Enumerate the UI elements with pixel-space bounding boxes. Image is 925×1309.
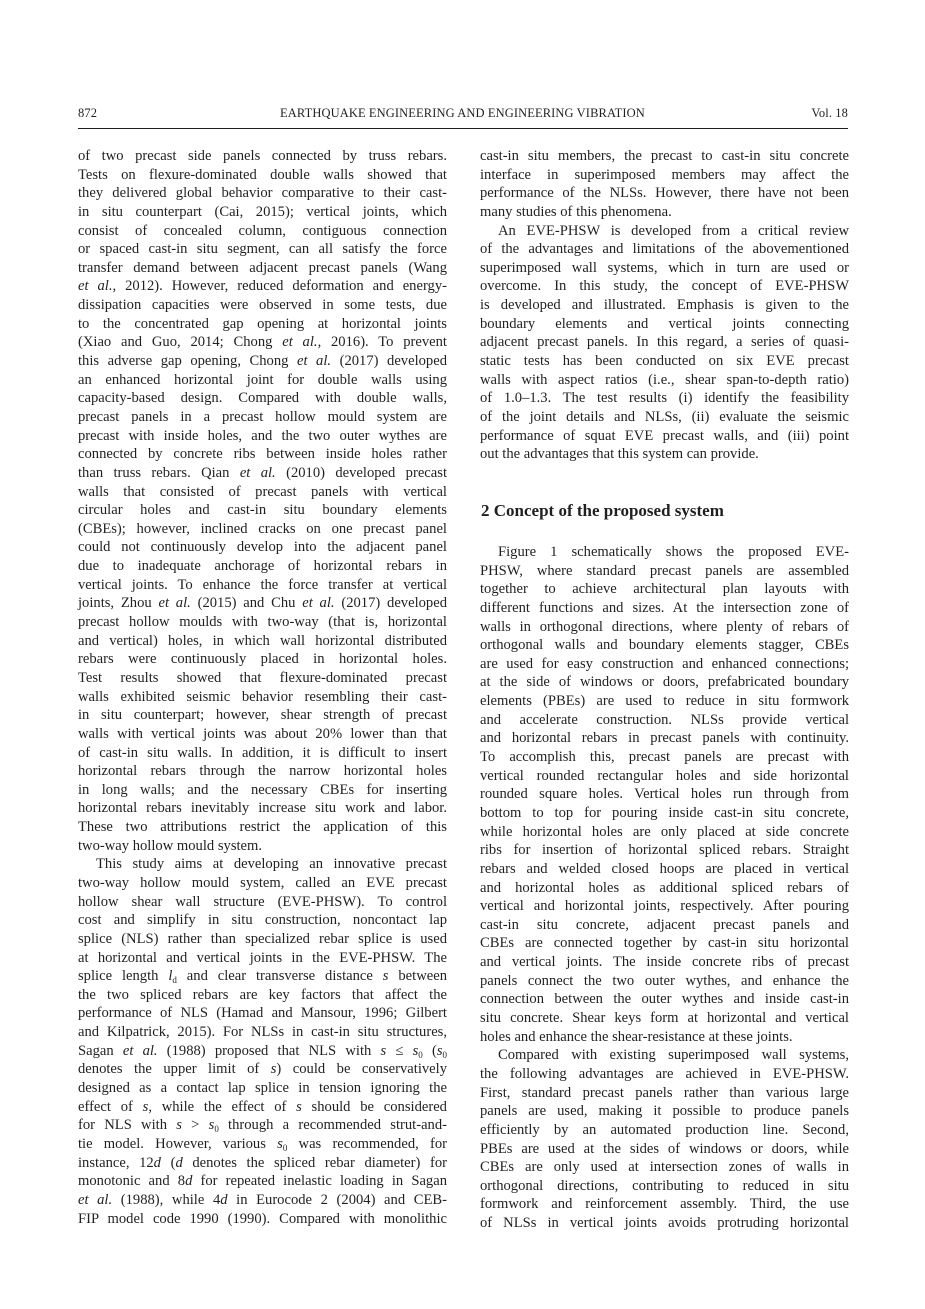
text-line (78, 483, 447, 502)
text-run: could not continuously develop into the adjacent panel (78, 539, 447, 556)
text-run: Compared with existing superimposed wall systems, (498, 1047, 849, 1064)
text-run: adjacent precast panels. In this regard, a series of quasi- (480, 334, 849, 351)
text-line (78, 557, 447, 576)
text-run: the following advantages are achieved in EVE-PHSW. (480, 1065, 849, 1082)
text-line (78, 501, 447, 520)
text-line (480, 147, 849, 166)
text-run: To accomplish this, precast panels are precast with (480, 749, 849, 766)
text-line (78, 949, 447, 968)
text-run: transfer demand between adjacent precast panels (Wang (78, 259, 447, 276)
text-line (480, 841, 849, 860)
text-run: and horizontal rebars in precast panels with continuity. (480, 730, 849, 747)
text-line (78, 986, 447, 1005)
text-line (480, 618, 849, 637)
text-run: (CBEs); however, inclined cracks on one precast panel (78, 520, 447, 537)
subscript: 0 (214, 1124, 219, 1135)
text-line (480, 953, 849, 972)
text-line (78, 408, 447, 427)
text-line (78, 427, 447, 446)
text-line (480, 333, 849, 352)
italic-text: et al. (122, 1042, 158, 1059)
left-column (78, 147, 447, 1228)
text-line (78, 147, 447, 166)
italic-text: s (176, 1117, 182, 1134)
text-run: between (388, 968, 447, 985)
text-run: consist of concealed column, contiguous connection (78, 222, 447, 239)
text-line (480, 259, 849, 278)
text-line (480, 203, 849, 222)
text-line (480, 184, 849, 203)
text-run: of NLSs in vertical joints avoids protruding horizontal (480, 1215, 849, 1232)
text-run: of two precast side panels connected by truss rebars. (78, 148, 447, 164)
text-run: panels are used, making it possible to produce panels (480, 1103, 849, 1120)
text-line (78, 967, 447, 986)
text-run: , 2016). To prevent (317, 334, 447, 351)
text-run: joints, Zhou (78, 595, 159, 612)
text-line (480, 427, 849, 446)
text-run: an enhanced horizontal joint for double walls using (78, 371, 447, 388)
text-line (78, 688, 447, 707)
text-run: instance, 12 (78, 1154, 154, 1171)
section-heading: 2 Concept of the proposed system (481, 501, 724, 520)
text-run: walls exhibited seismic behavior resembling their cast- (78, 688, 447, 705)
italic-text: s (277, 1135, 283, 1152)
text-line (480, 748, 849, 767)
text-run: performance of the NLSs. However, there have not been (480, 185, 849, 202)
text-run: (2017) developed (331, 353, 447, 370)
text-line (480, 692, 849, 711)
text-run: denotes the spliced rebar diameter) for (182, 1154, 447, 1171)
text-line (78, 576, 447, 595)
text-run: and accelerate construction. NLSs provide vertical (480, 711, 849, 728)
text-line (480, 879, 849, 898)
text-run: precast panels in a precast hollow mould system are (78, 408, 447, 425)
text-run: dissipation capacities were observed in some tests, due (78, 297, 447, 314)
text-line (78, 315, 447, 334)
text-run: precast with inside holes, and the two outer wythes are (78, 427, 447, 444)
text-line (480, 655, 849, 674)
text-line (78, 874, 447, 893)
italic-text: d (185, 1173, 193, 1190)
text-line (78, 352, 447, 371)
text-line (480, 785, 849, 804)
text-line (480, 636, 849, 655)
text-run: rebars and welded closed hoops are placed in vertical (480, 860, 849, 877)
right-column-bottom (480, 543, 849, 1233)
text-line (480, 352, 849, 371)
text-line (480, 729, 849, 748)
text-line (78, 1210, 447, 1229)
text-run: Tests on flexure-dominated double walls showed that (78, 166, 447, 183)
text-line (480, 804, 849, 823)
text-line (78, 277, 447, 296)
text-line (78, 1154, 447, 1173)
text-line (78, 706, 447, 725)
text-line (480, 1102, 849, 1121)
text-run: circular holes and cast-in situ boundary elements (78, 502, 447, 519)
text-line (78, 744, 447, 763)
text-run: boundary elements and vertical joints connecting (480, 315, 849, 332)
italic-text: s (142, 1098, 149, 1115)
italic-text: l (168, 968, 173, 985)
text-run: walls with aspect ratios (i.e., shear span-to-depth ratio) (480, 371, 849, 388)
text-run: they delivered global behavior comparative to their cast- (78, 185, 447, 202)
italic-text: et al. (78, 278, 113, 295)
text-run: Figure 1 schematically shows the proposed EVE- (498, 544, 849, 560)
text-run: for repeated inelastic loading in Sagan (192, 1173, 447, 1190)
italic-text: s (436, 1042, 443, 1059)
text-line (480, 222, 849, 241)
text-line (78, 333, 447, 352)
subscript: 0 (442, 1049, 447, 1060)
text-line (480, 389, 849, 408)
text-run: PHSW, where standard precast panels are assembled (480, 562, 849, 579)
text-line (480, 371, 849, 390)
page-number: 872 (78, 106, 98, 120)
text-run: effect of (78, 1098, 143, 1115)
text-line (78, 389, 447, 408)
text-run: was recommended, for (287, 1135, 447, 1152)
italic-text: et al. (302, 595, 335, 612)
text-line (78, 818, 447, 837)
text-run: of 1.0–1.3. The test results (i) identify the feasibility (480, 390, 849, 407)
text-line (78, 1042, 447, 1061)
text-run: to the concentrated gap opening at horizontal joints (78, 315, 447, 332)
text-line (78, 762, 447, 781)
text-line (78, 538, 447, 557)
text-run: cast-in situ members, the precast to cast-in situ concrete (480, 148, 849, 164)
text-line (78, 781, 447, 800)
text-run: panels connect the two outer wythes, and enhance the (480, 972, 849, 989)
text-run: overcome. In this study, the concept of EVE-PHSW (480, 278, 849, 295)
text-run: walls in orthogonal directions, where plenty of rebars of (480, 618, 849, 635)
text-run: This study aims at developing an innovative precast (96, 856, 447, 873)
text-line (480, 1121, 849, 1140)
header-rule (78, 128, 848, 129)
text-line (78, 166, 447, 185)
text-run: due to inadequate anchorage of horizontal rebars in (78, 558, 447, 575)
text-run: horizontal rebars through the narrow horizontal holes (78, 763, 447, 780)
text-run: static tests has been conducted on six EVE precast (480, 353, 849, 370)
text-run: orthogonal directions, contributing to reduced in situ (480, 1177, 849, 1194)
text-line (78, 184, 447, 203)
text-line (78, 1191, 447, 1210)
text-line (480, 562, 849, 581)
text-run: (Xiao and Guo, 2014; Chong (78, 334, 283, 351)
text-line (480, 1028, 849, 1047)
text-run: vertical and horizontal joints, respectively. After pouring (480, 898, 849, 915)
text-line (78, 445, 447, 464)
text-run: the two spliced rebars are key factors that affect the (78, 986, 447, 1003)
text-run: , 2012). However, reduced deformation and energy- (112, 278, 447, 295)
italic-text: et al. (239, 464, 276, 481)
text-line (78, 669, 447, 688)
italic-text: s (296, 1098, 302, 1115)
text-line (480, 823, 849, 842)
text-run: of the joint details and NLSs, (ii) evaluate the seismic (480, 408, 849, 425)
text-run: two-way hollow mould system, called an EVE precast (78, 874, 447, 891)
text-line (78, 930, 447, 949)
text-run: rebars were continuously placed in horizontal holes. (78, 651, 447, 668)
text-line (480, 1009, 849, 1028)
paragraph (480, 222, 849, 464)
text-run: rounded square holes. Vertical holes run through from (480, 786, 849, 803)
text-run: designed as a contact lap splice in tension ignoring the (78, 1080, 447, 1097)
text-line (480, 1084, 849, 1103)
text-run: capacity-based design. Compared with double walls, (78, 390, 447, 407)
text-run: splice length (78, 968, 169, 985)
text-run: walls that consisted of precast panels with vertical (78, 483, 447, 500)
italic-text: et al. (296, 353, 332, 370)
text-run: through a recommended strut-and- (218, 1117, 448, 1134)
text-run: walls with vertical joints was about 20% lower than that (78, 725, 447, 742)
text-line (78, 222, 447, 241)
text-run: two-way hollow mould system. (78, 837, 263, 854)
text-run: vertical joints. To enhance the force transfer at vertical (78, 576, 447, 593)
text-run: > (181, 1117, 209, 1134)
italic-text: d (220, 1191, 228, 1208)
text-line (480, 934, 849, 953)
text-line (78, 1079, 447, 1098)
text-run: FIP model code 1990 (1990). Compared with monolithic (78, 1210, 447, 1227)
text-line (480, 240, 849, 259)
text-run: First, standard precast panels rather than various large (480, 1084, 849, 1101)
text-run: different functions and sizes. At the intersection zone of (480, 599, 849, 616)
text-run: while horizontal holes are only placed at side concrete (480, 823, 849, 840)
text-run: performance of NLS (Hamad and Mansour, 1996; Gilbert (78, 1005, 447, 1022)
italic-text: et al. (158, 595, 191, 612)
text-line (480, 296, 849, 315)
text-run: in situ counterpart (Cai, 2015); vertical joints, which (78, 203, 447, 220)
text-line (480, 599, 849, 618)
italic-text: s (380, 1042, 387, 1059)
text-line (480, 711, 849, 730)
text-run: for NLS with (78, 1117, 177, 1134)
text-line (78, 464, 447, 483)
text-line (78, 613, 447, 632)
text-line (480, 408, 849, 427)
right-column-top (480, 147, 849, 464)
text-line (480, 972, 849, 991)
italic-text: d (153, 1154, 161, 1171)
paragraph (480, 1046, 849, 1232)
text-line (480, 916, 849, 935)
text-line (480, 315, 849, 334)
text-run: elements (PBEs) are used to reduce in situ formwork (480, 693, 849, 710)
italic-text: s (270, 1061, 277, 1078)
text-line (78, 371, 447, 390)
text-line (78, 520, 447, 539)
text-run: and clear transverse distance (176, 968, 383, 985)
text-run: and vertical joints. The inside concrete ribs of precast (480, 954, 849, 971)
text-run: connection between the outer wythes and inside cast-in (480, 991, 849, 1008)
italic-text: et al. (282, 334, 318, 351)
text-line (78, 296, 447, 315)
italic-text: s (412, 1042, 419, 1059)
volume-label: Vol. 18 (811, 106, 848, 120)
text-run: of the advantages and limitations of the abovementioned (480, 241, 849, 258)
text-line (78, 1135, 447, 1154)
text-run: cost and simplify in situ construction, noncontact lap (78, 912, 447, 929)
text-line (78, 1098, 447, 1117)
text-line (480, 767, 849, 786)
paragraph (78, 147, 447, 855)
paragraph (480, 147, 849, 222)
text-run: ) could be conservatively (276, 1061, 447, 1078)
text-run: this adverse gap opening, Chong (78, 353, 297, 370)
text-run: (1988), while 4 (112, 1191, 221, 1208)
text-line (480, 1065, 849, 1084)
text-line (480, 897, 849, 916)
text-run: performance of squat EVE precast walls, and (iii) point (480, 427, 849, 444)
text-run: than truss rebars. Qian (78, 464, 240, 481)
text-run: , while the effect of (148, 1098, 297, 1115)
text-run: PBEs are used at the sides of windows or doors, while (480, 1140, 849, 1157)
text-run: orthogonal walls and boundary elements stagger, CBEs (480, 637, 849, 654)
text-run: together to achieve architectural plan layouts with (480, 581, 849, 598)
text-line (480, 1140, 849, 1159)
text-line (78, 1060, 447, 1079)
italic-text: d (175, 1154, 183, 1171)
text-line (480, 277, 849, 296)
text-line (78, 650, 447, 669)
text-run: situ concrete. Shear keys form at horizontal and vertical (480, 1010, 849, 1027)
text-run: at horizontal and vertical joints in the EVE-PHSW. The (78, 949, 447, 966)
text-run: connected by concrete ribs between inside holes rather (78, 446, 447, 463)
subscript: 0 (418, 1049, 423, 1060)
text-line (78, 911, 447, 930)
text-run: cast-in situ concrete, adjacent precast panels and (480, 916, 849, 933)
text-line (78, 1172, 447, 1191)
text-run: in situ counterpart; however, shear strength of precast (78, 707, 447, 724)
text-run: Test results showed that flexure-dominated precast (78, 669, 447, 686)
text-run: CBEs are connected together by cast-in situ horizontal (480, 935, 849, 952)
text-run: An EVE-PHSW is developed from a critical review (498, 222, 849, 239)
text-run: bottom to top for pouring inside cast-in situ concrete, (480, 804, 849, 821)
text-line (480, 1214, 849, 1233)
text-line (78, 893, 447, 912)
text-run: hollow shear wall structure (EVE-PHSW). To control (78, 893, 447, 910)
text-run: vertical rounded rectangular holes and side horizontal (480, 767, 849, 784)
text-line (78, 594, 447, 613)
subscript: 0 (282, 1142, 288, 1153)
text-line (480, 543, 849, 562)
text-run: denotes the upper limit of (78, 1061, 271, 1078)
text-run: and Kilpatrick, 2015). For NLSs in cast-in situ structures, (78, 1024, 447, 1041)
text-line (78, 259, 447, 278)
text-run: of cast-in situ walls. In addition, it is difficult to insert (78, 744, 447, 761)
text-run: in long walls; and the necessary CBEs for inserting (78, 781, 447, 798)
text-line (78, 855, 447, 874)
text-run: efficiently by an automated production line. Second, (480, 1121, 849, 1138)
text-run: at the side of windows or doors, prefabricated boundary (480, 674, 849, 691)
text-run: ≤ (386, 1042, 413, 1059)
paragraph (480, 543, 849, 1046)
text-line (78, 837, 447, 856)
text-run: should be considered (301, 1098, 447, 1115)
text-run: splice (NLS) rather than specialized rebar splice is used (78, 930, 447, 947)
text-run: (2010) developed precast (275, 464, 447, 481)
text-run: monotonic and 8 (78, 1173, 186, 1190)
text-run: precast hollow moulds with two-way (that is, horizontal (78, 614, 447, 631)
text-run: in Eurocode 2 (2004) and CEB- (227, 1191, 447, 1208)
text-line (78, 203, 447, 222)
text-line (480, 990, 849, 1009)
italic-text: s (382, 968, 389, 985)
text-run: horizontal rebars inevitably increase situ work and labor. (78, 800, 447, 817)
text-run: tie model. However, various (78, 1135, 278, 1152)
text-run: ( (422, 1042, 437, 1059)
text-run: out the advantages that this system can provide. (480, 446, 759, 463)
text-run: ( (160, 1154, 176, 1171)
text-run: holes and enhance the shear-resistance at these joints. (480, 1028, 793, 1045)
text-run: These two attributions restrict the application of this (78, 819, 447, 836)
text-run: many studies of this phenomena. (480, 203, 672, 220)
text-line (480, 673, 849, 692)
text-run: interface in superimposed members may affect the (480, 166, 849, 183)
text-line (480, 1046, 849, 1065)
text-run: (2017) developed (334, 595, 448, 612)
text-run: are used for easy construction and enhanced connections; (480, 655, 849, 672)
text-run: ribs for insertion of horizontal spliced rebars. Straight (480, 842, 849, 859)
text-line (480, 860, 849, 879)
text-line (480, 166, 849, 185)
text-run: or spaced cast-in situ segment, can all satisfy the force (78, 241, 447, 258)
text-line (78, 240, 447, 259)
text-line (78, 1023, 447, 1042)
text-line (480, 580, 849, 599)
text-run: and vertical) holes, in which wall horizontal distributed (78, 632, 447, 649)
text-line (78, 632, 447, 651)
text-line (78, 725, 447, 744)
paragraph (78, 855, 447, 1228)
italic-text: s (208, 1117, 215, 1134)
text-line (78, 1116, 447, 1135)
text-run: is developed and illustrated. Emphasis is given to the (480, 297, 849, 314)
text-run: formwork and reinforcement assembly. Third, the use (480, 1196, 849, 1213)
text-line (480, 1195, 849, 1214)
text-line (480, 1158, 849, 1177)
text-line (78, 1004, 447, 1023)
text-line (480, 445, 849, 464)
text-run: (1988) proposed that NLS with (157, 1042, 381, 1059)
text-run: CBEs are only used at intersection zones of walls in (480, 1159, 849, 1176)
journal-title: EARTHQUAKE ENGINEERING AND ENGINEERING VIBRATION (280, 106, 645, 120)
text-run: and horizontal holes as additional spliced rebars of (480, 879, 849, 896)
text-line (78, 799, 447, 818)
text-run: Sagan (78, 1042, 123, 1059)
text-run: superimposed wall systems, which in turn are used or (480, 259, 849, 276)
italic-text: et al. (78, 1191, 113, 1208)
subscript: d (172, 975, 177, 986)
text-run: (2015) and Chu (190, 595, 303, 612)
text-line (480, 1177, 849, 1196)
